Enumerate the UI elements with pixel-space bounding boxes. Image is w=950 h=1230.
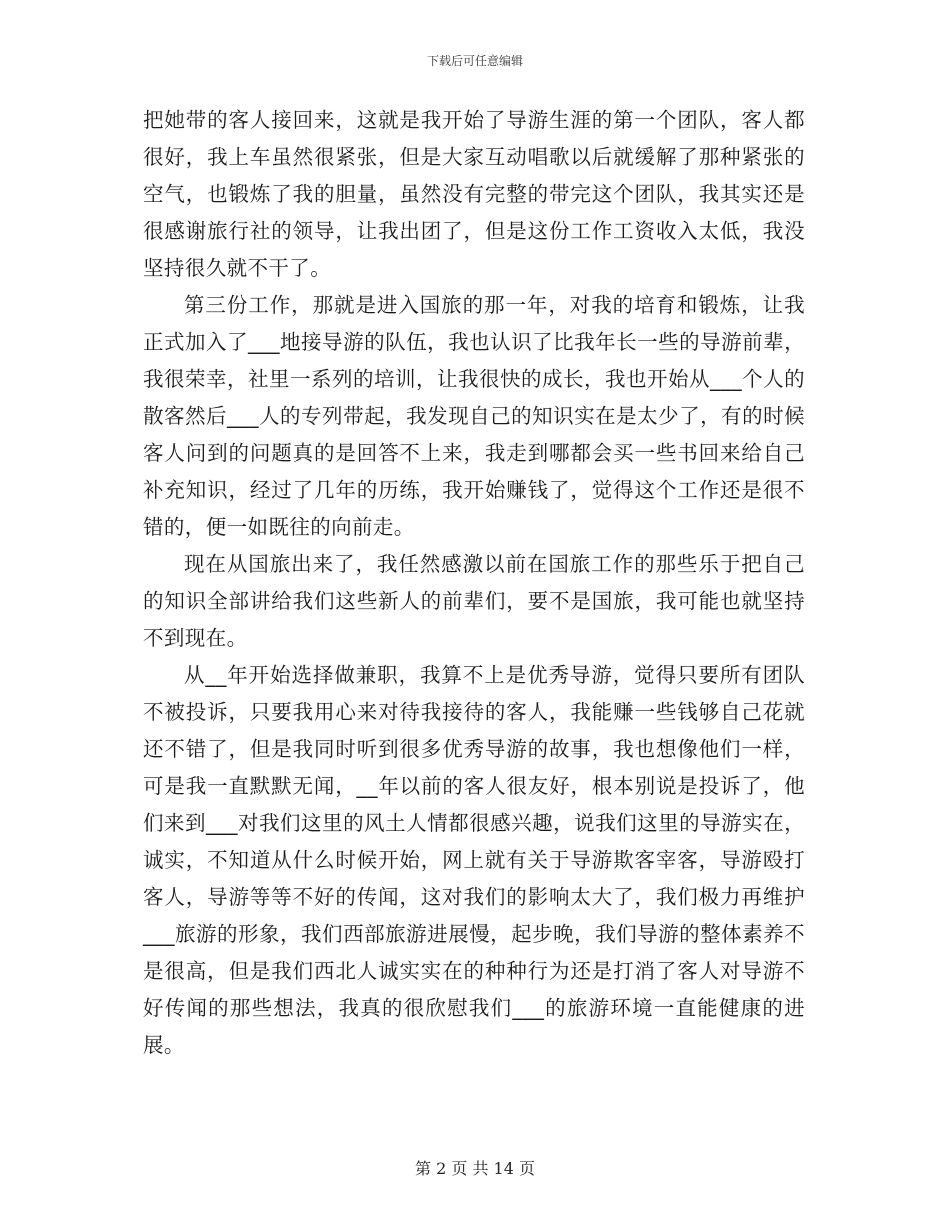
paragraph: 从__年开始选择做兼职，我算不上是优秀导游，觉得只要所有团队不被投诉，只要我用心来对待我接待的客人，我能赚一些钱够自己花就还不错了，但是我同时听到很多优秀导游的故事，我也想像他们一样，可是我一直默默无闻，__年以前的客人很友好，根本别说是投诉了，他们来到___对我们这里的风土人情都很感兴趣，说我们这里的导游实在，诚实，不知道从什么时候开始，网上就有关于导游欺客宰客，导游殴打客人，导游等等不好的传闻，这对我们的影响太大了，我们极力再维护___旅游的形象，我们西部旅游进展慢，起步晚，我们导游的整体素养不是很高，但是我们西北人诚实实在的种种行为还是打消了客人对导游不好传闻的那些想法，我真的很欣慰我们___的旅游环境一直能健康的进展。 bbox=[143, 663, 805, 1057]
paragraph: 现在从国旅出来了，我任然感激以前在国旅工作的那些乐于把自己的知识全部讲给我们这些新人的前辈们，要不是国旅，我可能也就坚持不到现在。 bbox=[143, 552, 805, 650]
paragraph: 把她带的客人接回来，这就是我开始了导游生涯的第一个团队，客人都很好，我上车虽然很紧张，但是大家互动唱歌以后就缓解了那种紧张的空气，也锻炼了我的胆量，虽然没有完整的带完这个团队，我其实还是很感谢旅行社的领导，让我出团了，但是这份工作工资收入太低，我没坚持很久就不干了。 bbox=[143, 108, 805, 280]
document-body bbox=[143, 102, 805, 1064]
page-number: 第 2 页 共 14 页 bbox=[415, 1159, 535, 1178]
page-header: 下载后可任意编辑 bbox=[426, 54, 523, 68]
paragraph: 第三份工作，那就是进入国旅的那一年，对我的培育和锻炼，让我正式加入了___地接导游的队伍，我也认识了比我年长一些的导游前辈，我很荣幸，社里一系列的培训，让我很快的成长，我也开始从___个人的散客然后___人的专列带起，我发现自己的知识实在是太少了，有的时候客人问到的问题真的是回答不上来，我走到哪都会买一些书回来给自己补充知识，经过了几年的历练，我开始赚钱了，觉得这个工作还是很不错的，便一如既往的向前走。 bbox=[143, 293, 805, 539]
